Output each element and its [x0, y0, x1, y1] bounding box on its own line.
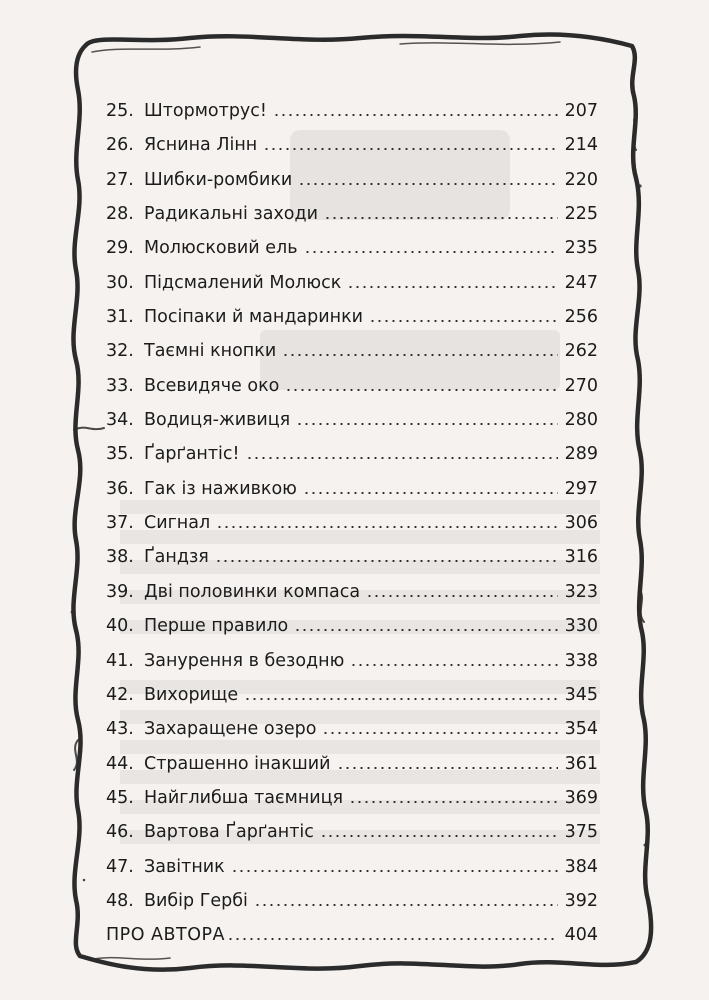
page-number: 262: [564, 341, 598, 362]
toc-entry: [106, 575, 598, 609]
chapter-title: Радикальні заходи: [144, 204, 318, 225]
chapter-number: 48.: [106, 890, 134, 911]
page-number: 392: [564, 890, 598, 911]
chapter-number: 27.: [106, 169, 134, 190]
page-number: 270: [564, 375, 598, 396]
chapter-number: 45.: [106, 787, 134, 808]
toc-entry: [106, 403, 598, 437]
dot-leader: [215, 560, 558, 562]
dot-leader: [349, 801, 558, 803]
dot-leader: [337, 767, 558, 769]
toc-entry: [106, 884, 598, 918]
toc-entry: [106, 266, 598, 300]
toc-entry: [106, 231, 598, 265]
toc-entry: [106, 128, 598, 162]
chapter-number: 36.: [106, 478, 134, 499]
chapter-title: Всевидяче око: [144, 375, 280, 396]
dot-leader: [350, 664, 558, 666]
chapter-title: Сигнал: [144, 513, 211, 534]
toc-entry: [106, 609, 598, 643]
chapter-number: 25.: [106, 101, 134, 121]
toc-entry: [106, 437, 598, 471]
toc-entry: [106, 678, 598, 712]
chapter-number: 42.: [106, 684, 134, 705]
chapter-title: Шибки-ромбики: [144, 169, 293, 190]
toc-entry: [106, 197, 598, 231]
toc-entry: [106, 369, 598, 403]
chapter-number: 39.: [106, 581, 134, 602]
toc-entry: [106, 850, 598, 884]
page-number: 225: [564, 204, 598, 225]
chapter-title: Яснина Лінн: [144, 135, 258, 156]
chapter-title: Захаращене озеро: [144, 719, 317, 740]
chapter-number: 46.: [106, 822, 134, 843]
page-number: 338: [564, 650, 598, 671]
chapter-number: 26.: [106, 135, 134, 156]
dot-leader: [227, 938, 558, 940]
chapter-title: Вихорище: [144, 684, 239, 705]
chapter-number: 28.: [106, 204, 134, 225]
dot-leader: [324, 217, 558, 219]
page-number: 375: [564, 822, 598, 843]
toc-entry: [106, 94, 598, 128]
chapter-title: Перше правило: [144, 616, 289, 637]
toc-entry: [106, 644, 598, 678]
toc-entry: [106, 712, 598, 746]
chapter-title: Страшенно інакший: [144, 753, 331, 774]
toc-entry: [106, 472, 598, 506]
dot-leader: [320, 835, 558, 837]
chapter-title: Ґандзя: [144, 547, 209, 568]
chapter-number: 37.: [106, 513, 134, 534]
chapter-title: Дві половинки компаса: [144, 581, 361, 602]
dot-leader: [244, 698, 558, 700]
page-number: 207: [564, 101, 598, 121]
toc-entry: [106, 334, 598, 368]
dot-leader: [366, 595, 558, 597]
page-number: 354: [564, 719, 598, 740]
chapter-number: 34.: [106, 410, 134, 431]
dot-leader: [285, 389, 558, 391]
page-number: 345: [564, 684, 598, 705]
dot-leader: [298, 183, 558, 185]
chapter-number: 41.: [106, 650, 134, 671]
dot-leader: [322, 732, 558, 734]
page-number: 369: [564, 787, 598, 808]
chapter-number: 32.: [106, 341, 134, 362]
page-number: 289: [564, 444, 598, 465]
toc-author-entry: [106, 918, 598, 952]
dot-leader: [303, 492, 558, 494]
dot-leader: [304, 251, 558, 253]
dot-leader: [216, 526, 558, 528]
toc-entry: [106, 781, 598, 815]
chapter-title: Занурення в безодню: [144, 650, 345, 671]
toc-entry: [106, 506, 598, 540]
dot-leader: [347, 286, 558, 288]
page-number: 316: [564, 547, 598, 568]
chapter-title: Посіпаки й мандаринки: [144, 307, 364, 328]
dot-leader: [246, 457, 558, 459]
author-section-title: ПРО АВТОРА: [106, 925, 226, 946]
dot-leader: [263, 148, 558, 150]
chapter-number: 44.: [106, 753, 134, 774]
chapter-title: Підсмалений Молюск: [144, 272, 342, 293]
chapter-title: Вартова Ґарґантіс: [144, 822, 314, 843]
toc-entry: [106, 747, 598, 781]
chapter-number: 30.: [106, 272, 134, 293]
page-number: 297: [564, 478, 598, 499]
chapter-title: Штормотрус!: [144, 101, 267, 121]
dot-leader: [294, 629, 558, 631]
table-of-contents: [106, 94, 598, 953]
chapter-title: Ґарґантіс!: [144, 444, 240, 465]
dot-leader: [282, 354, 558, 356]
dot-leader: [369, 320, 558, 322]
page-number: 330: [564, 616, 598, 637]
chapter-number: 29.: [106, 238, 134, 259]
chapter-title: Завітник: [144, 856, 225, 877]
page-number: 247: [564, 272, 598, 293]
page-number: 361: [564, 753, 598, 774]
page-number: 323: [564, 581, 598, 602]
chapter-title: Молюсковий ель: [144, 238, 298, 259]
dot-leader: [296, 423, 558, 425]
toc-entry: [106, 300, 598, 334]
toc-entry: [106, 163, 598, 197]
dot-leader: [254, 904, 558, 906]
chapter-number: 31.: [106, 307, 134, 328]
page-number: 280: [564, 410, 598, 431]
chapter-number: 47.: [106, 856, 134, 877]
dot-leader: [231, 870, 558, 872]
page-number: 306: [564, 513, 598, 534]
chapter-title: Водиця-живиця: [144, 410, 291, 431]
page-number: 214: [564, 135, 598, 156]
page-number: 235: [564, 238, 598, 259]
page-number: 220: [564, 169, 598, 190]
chapter-title: Найглибша таємниця: [144, 787, 344, 808]
page-number: 404: [564, 925, 598, 946]
page-number: 384: [564, 856, 598, 877]
chapter-number: 33.: [106, 375, 134, 396]
chapter-number: 35.: [106, 444, 134, 465]
chapter-number: 38.: [106, 547, 134, 568]
chapter-title: Гак із наживкою: [144, 478, 297, 499]
toc-entry: [106, 540, 598, 574]
chapter-number: 40.: [106, 616, 134, 637]
chapter-title: Таємні кнопки: [144, 341, 277, 362]
chapter-title: Вибір Гербі: [144, 890, 248, 911]
chapter-number: 43.: [106, 719, 134, 740]
dot-leader: [273, 114, 558, 116]
toc-entry: [106, 815, 598, 849]
page-number: 256: [564, 307, 598, 328]
